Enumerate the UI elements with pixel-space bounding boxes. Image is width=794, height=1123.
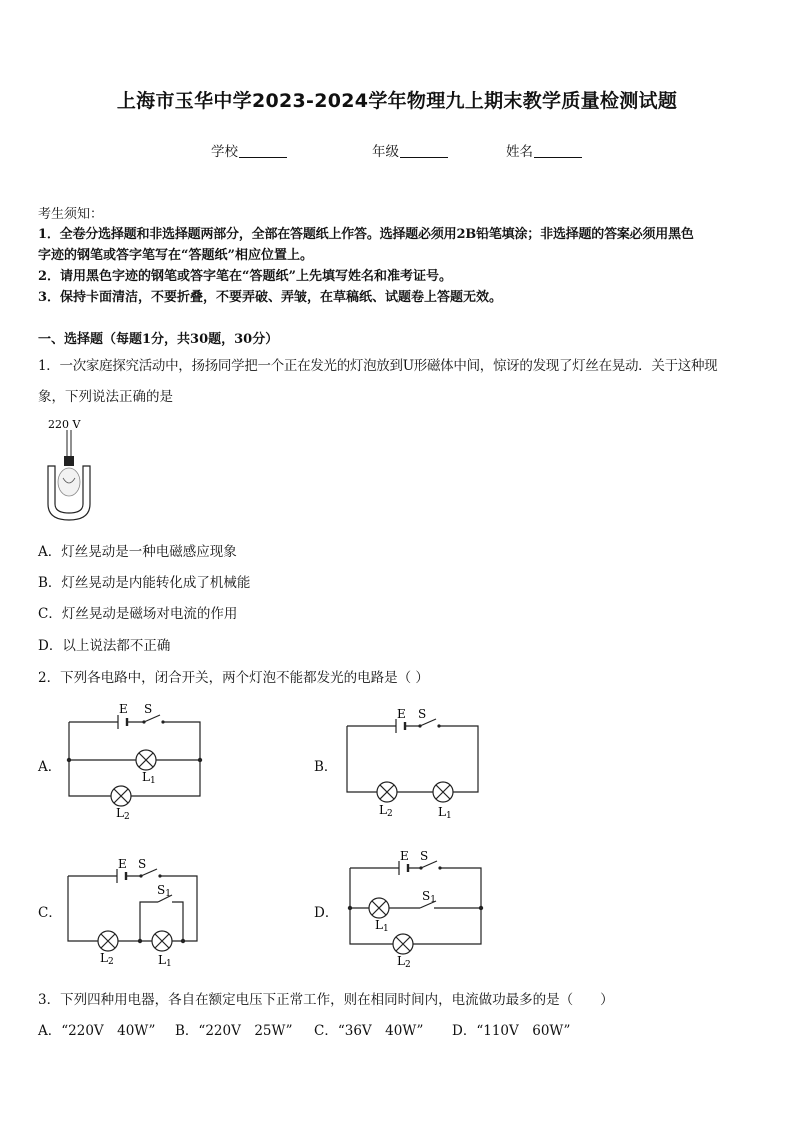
q1-option-b: B．灯丝晃动是内能转化成了机械能 [38,575,251,591]
circuit-c-battery-label: E [118,857,127,871]
circuit-b-label: B． [314,759,338,775]
notice-item-1-cont: 字迹的钢笔或答字笔写在“答题纸”相应位置上。 [38,248,313,263]
circuit-a-l1-label: L1 [142,770,156,786]
q1-stem-line1: 1．一次家庭探究活动中，扬扬同学把一个正在发光的灯泡放到U形磁体中间，惊讶的发现了灯丝在晃动．关于这种现 [38,358,718,374]
circuit-c-s1-label: S1 [157,883,171,899]
circuit-b-switch-label: S [418,707,427,721]
name-blank [534,143,582,158]
circuit-d-diagram [342,848,492,968]
circuit-d-s1-label: S1 [422,889,436,905]
name-field [506,140,582,160]
circuit-b-l2-label: L2 [379,803,393,819]
page-title: 上海市玉华中学2023-2024学年物理九上期末教学质量检测试题 [116,90,678,112]
circuit-c-l1-label: L1 [158,953,172,969]
q1-option-a: A．灯丝晃动是一种电磁感应现象 [38,544,237,560]
school-label: 学校 [211,144,238,160]
grade-label: 年级 [372,144,399,160]
q1-stem-line2: 象，下列说法正确的是 [38,389,173,405]
q1-figure-voltage-label: 220 V [48,418,81,431]
circuit-d-l1-label: L1 [375,918,389,934]
circuit-a-label: A． [38,759,62,775]
notice-item-1: 1．全卷分选择题和非选择题两部分，全部在答题纸上作答。选择题必须用2B铅笔填涂；非选择题的答案必须用黑色 [38,227,694,242]
grade-field [372,140,448,160]
name-label: 姓名 [506,144,533,160]
school-blank [239,143,287,158]
notice-heading: 考生须知： [38,207,104,222]
circuit-c-diagram [60,852,210,972]
q3-option-d: D．“110V 60W” [452,1023,571,1039]
q3-option-a: A．“220V 40W” [38,1023,156,1039]
q3-option-b: B．“220V 25W” [175,1023,293,1039]
notice-item-3: 3．保持卡面清洁，不要折叠，不要弄破、弄皱，在草稿纸、试题卷上答题无效。 [38,290,503,305]
q3-option-c: C．“36V 40W” [314,1023,424,1039]
circuit-c-label: C． [38,905,62,921]
circuit-d-switch-label: S [420,849,429,863]
circuit-b-battery-label: E [397,707,406,721]
circuit-b-l1-label: L1 [438,805,452,819]
circuit-a-diagram [60,700,210,825]
q2-stem: 2．下列各电路中，闭合开关，两个灯泡不能都发光的电路是（ ） [38,670,429,686]
section-heading: 一、选择题（每题1分，共30题，30分） [38,332,279,347]
circuit-d-l2-label: L2 [397,954,411,968]
circuit-d-battery-label: E [400,849,409,863]
circuit-c-l2-label: L2 [100,951,114,967]
circuit-d-label: D． [314,905,339,921]
circuit-b-diagram [338,704,488,819]
q3-stem: 3．下列四种用电器，各自在额定电压下正常工作，则在相同时间内，电流做功最多的是（ ） [38,992,614,1008]
circuit-c-switch-label: S [138,857,147,871]
circuit-a-battery-label: E [119,702,128,716]
q1-option-d: D．以上说法都不正确 [38,638,171,654]
circuit-a-switch-label: S [144,702,153,716]
notice-item-2: 2．请用黑色字迹的钢笔或答字笔在“答题纸”上先填写姓名和准考证号。 [38,269,453,284]
q1-option-c: C．灯丝晃动是磁场对电流的作用 [38,606,238,622]
q1-figure-bulb-magnet [40,416,100,526]
school-field [211,140,287,160]
grade-blank [400,143,448,158]
circuit-a-l2-label: L2 [116,806,130,822]
